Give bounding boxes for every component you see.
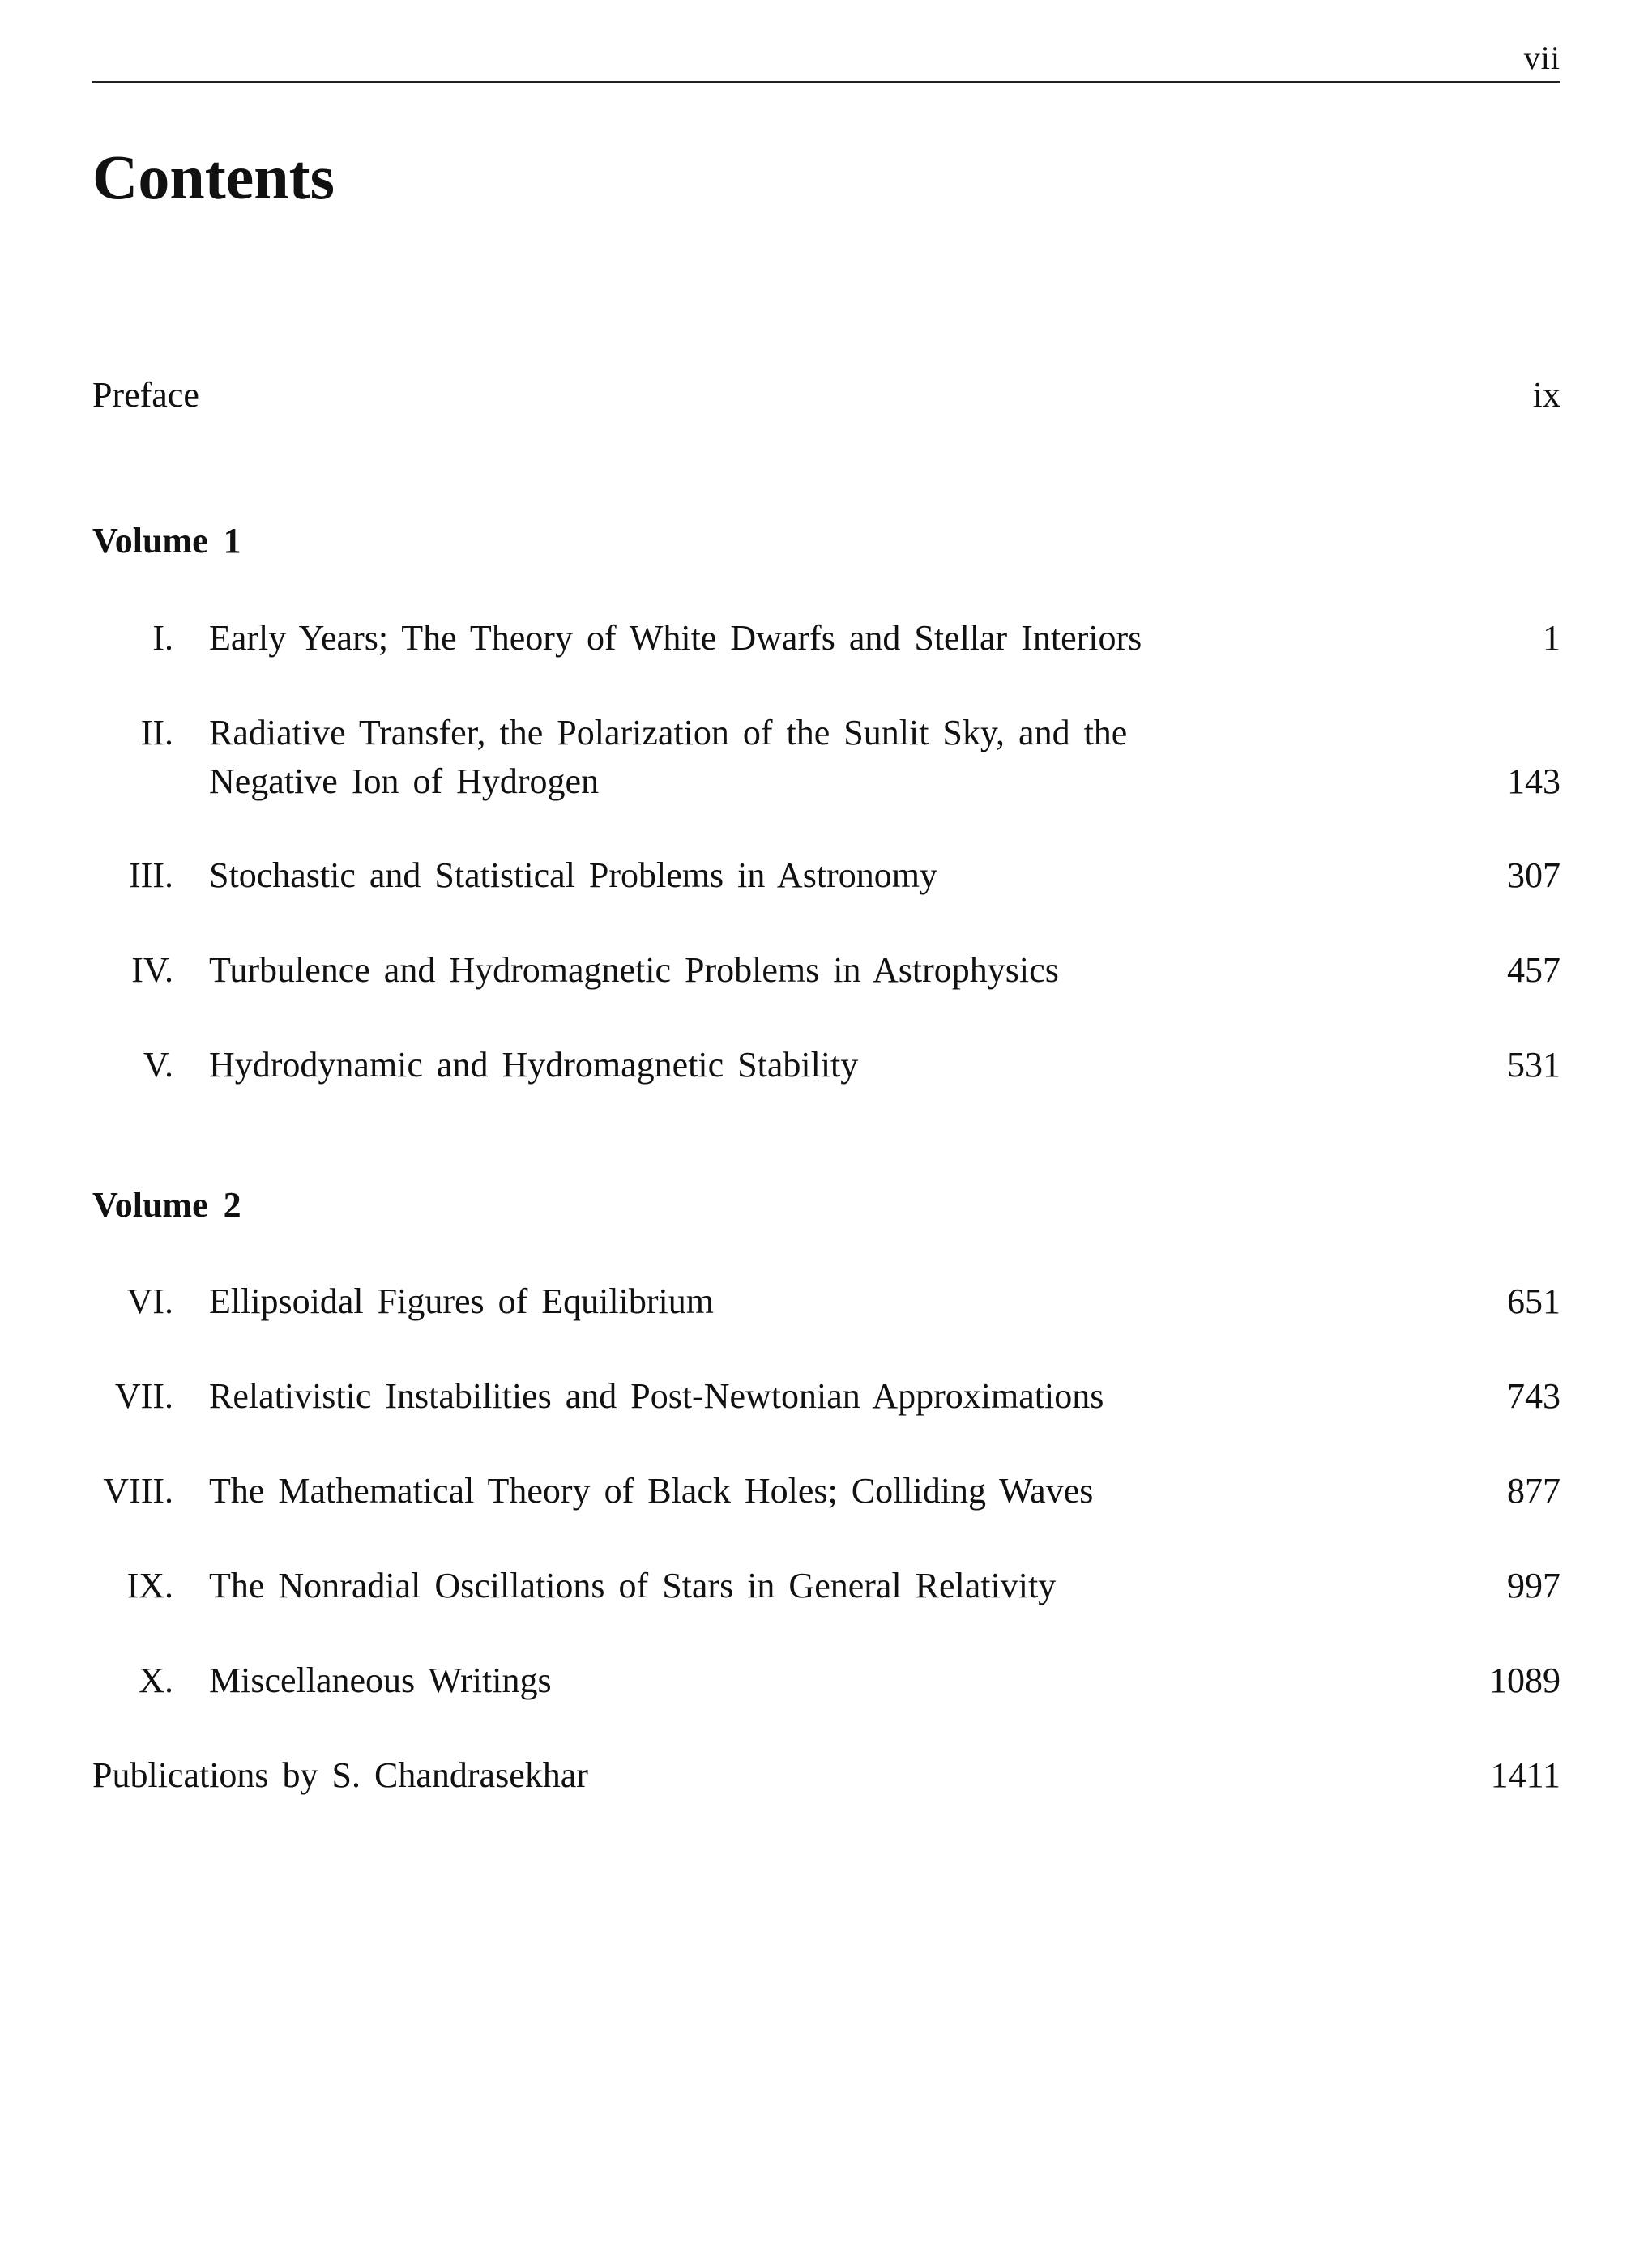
toc-entry[interactable] <box>92 1041 1560 1089</box>
entry-title: Turbulence and Hydromagnetic Problems in Astrophysics <box>209 950 1059 990</box>
page-title: Contents <box>92 142 335 212</box>
entry-numeral: X. <box>139 1660 173 1700</box>
entry-title: Relativistic Instabilities and Post-Newtonian Approximations <box>209 1376 1104 1416</box>
entry-page: 877 <box>1507 1471 1560 1511</box>
publications-page: 1411 <box>1490 1755 1560 1795</box>
entry-numeral: III. <box>129 855 173 895</box>
toc-entry[interactable] <box>92 614 1560 663</box>
entry-title: The Nonradial Oscillations of Stars in General Relativity <box>209 1566 1057 1605</box>
toc-entry[interactable] <box>92 1656 1560 1705</box>
entry-page: 997 <box>1507 1566 1560 1605</box>
entry-title: Stochastic and Statistical Problems in Astronomy <box>209 855 937 895</box>
header-rule <box>92 81 1560 83</box>
entry-page: 1 <box>1543 618 1560 658</box>
toc-entry[interactable] <box>92 1372 1560 1421</box>
entry-numeral: IX. <box>126 1566 173 1605</box>
publications-label: Publications by S. Chandrasekhar <box>92 1755 588 1795</box>
entry-title-line-1: Radiative Transfer, the Polarization of the Sunlit Sky, and the <box>209 713 1128 752</box>
entry-numeral: IV. <box>131 950 173 990</box>
toc-entry[interactable] <box>92 709 1560 806</box>
entry-title: Ellipsoidal Figures of Equilibrium <box>209 1281 714 1321</box>
entry-page: 531 <box>1507 1045 1560 1085</box>
entry-page: 743 <box>1507 1376 1560 1416</box>
toc-entry[interactable] <box>92 851 1560 900</box>
toc-entry[interactable] <box>92 946 1560 995</box>
entry-page: 143 <box>1507 761 1560 801</box>
entry-numeral: II. <box>140 713 173 752</box>
entry-page: 1089 <box>1489 1660 1560 1700</box>
entry-page: 651 <box>1507 1281 1560 1321</box>
toc-entry[interactable] <box>92 1467 1560 1516</box>
page-number: vii <box>1523 40 1560 76</box>
preface-page: ix <box>1532 375 1560 415</box>
entry-page: 307 <box>1507 855 1560 895</box>
toc-entry[interactable] <box>92 1562 1560 1610</box>
entry-numeral: VI. <box>126 1281 173 1321</box>
entry-title-line-2: Negative Ion of Hydrogen <box>209 761 600 801</box>
volume-1-heading: Volume 1 <box>92 521 241 561</box>
entry-title: Hydrodynamic and Hydromagnetic Stability <box>209 1045 859 1085</box>
entry-numeral: I. <box>152 618 173 658</box>
entry-title: Miscellaneous Writings <box>209 1660 552 1700</box>
toc-publications[interactable] <box>92 1751 1560 1800</box>
entry-numeral: VIII. <box>103 1471 173 1511</box>
volume-2-heading: Volume 2 <box>92 1185 241 1225</box>
toc-preface[interactable] <box>92 371 1560 420</box>
toc-entry[interactable] <box>92 1277 1560 1326</box>
entry-title: The Mathematical Theory of Black Holes; Colliding Waves <box>209 1471 1094 1511</box>
entry-numeral: V. <box>143 1045 173 1085</box>
entry-numeral: VII. <box>114 1376 173 1416</box>
entry-page: 457 <box>1507 950 1560 990</box>
entry-title: Early Years; The Theory of White Dwarfs and Stellar Interiors <box>209 618 1142 658</box>
preface-label: Preface <box>92 375 199 415</box>
